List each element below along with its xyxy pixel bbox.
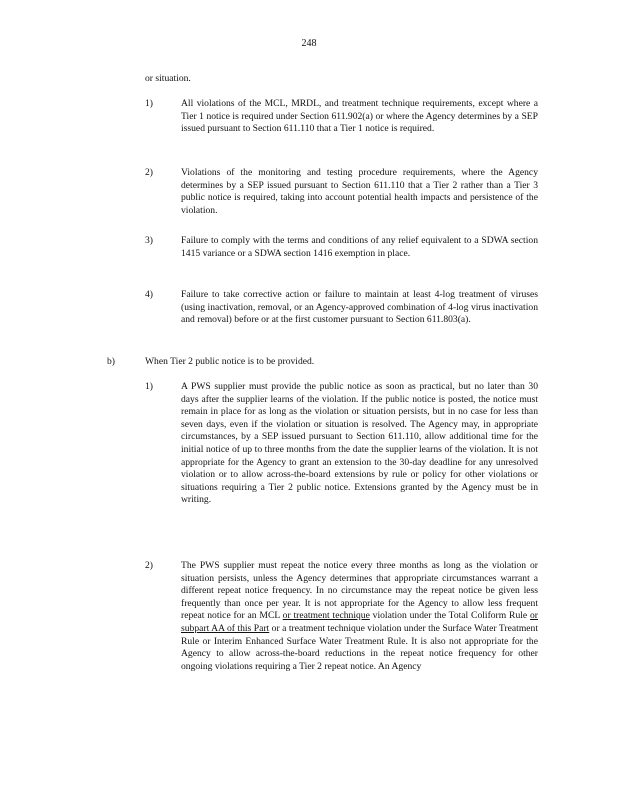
item-number: 2)	[145, 167, 153, 178]
item-text: All violations of the MCL, MRDL, and treatment technique requirements, except where a Tier 1 notice is required under Section 611.902(a) or where the Agency determines by a SEP issued pursuant to Section 611.110 that a Tier 1 notice is required.	[181, 98, 538, 135]
subsection-letter: b)	[107, 356, 115, 367]
item-text: Violations of the monitoring and testing procedure requirements, where the Agency determines by a SEP issued pursuant to Section 611.110 that a Tier 2 rather than a Tier 3 public notice is required, taking into account potential health impacts and persistence of the violation.	[181, 167, 538, 216]
text-segment: or a treatment technique violation under the Surface Water Treatment Rule or Interim Enhanced Surface Water Treatment Rule. It is also not appropriate for the Agency to allow across-the-board reductions in the repeat notice frequency for other ongoing violations requiring a Tier 2 repeat notice. An Agency	[181, 622, 538, 672]
text-segment: The PWS supplier must repeat the notice every three months as long as the violation or situation persists, unless the Agency determines that appropriate circumstances warrant a different repeat notice frequency. In no circumstance may the repeat notice be given less frequently than once per year. It is not appropriate for the Agency to allow less frequent repeat notice for an MCL	[181, 560, 538, 622]
item-text: Failure to comply with the terms and conditions of any relief equivalent to a SDWA section 1415 variance or a SDWA section 1416 exemption in place.	[181, 235, 538, 259]
item-number: 3)	[145, 235, 153, 246]
item-text: A PWS supplier must provide the public notice as soon as practical, but no later than 30 days after the supplier learns of the violation. If the public notice is posted, the notice must remain in place for as long as the violation or situation persists, but in no case for less than seven days, even if the violation or situation is resolved. The Agency may, in appropriate circumstances, by a SEP issued pursuant to Section 611.110, allow additional time for the initial notice of up to three months from the date the supplier learns of the violation. It is not appropriate for the Agency to grant an extension to the 30-day deadline for any unresolved violation or to allow across-the-board extensions by rule or policy for other violations or situations requiring a Tier 2 public notice. Extensions granted by the Agency must be in writing.	[181, 381, 538, 506]
item-text: Failure to take corrective action or failure to maintain at least 4-log treatment of viruses (using inactivation, removal, or an Agency-approved combination of 4-log virus inactivation and removal) before or at the first customer pursuant to Section 611.803(a).	[181, 289, 538, 326]
subsection-heading: When Tier 2 public notice is to be provided.	[145, 356, 315, 367]
item-number: 1)	[145, 381, 153, 392]
lead-text: or situation.	[145, 73, 191, 84]
item-number: 1)	[145, 98, 153, 109]
item-number: 2)	[145, 560, 153, 571]
page-number: 248	[301, 38, 317, 49]
item-text	[181, 560, 538, 673]
underlined-insertion: or treatment technique	[282, 610, 370, 622]
underlined-insertion: or subpart AA of this Part	[181, 610, 538, 634]
item-number: 4)	[145, 289, 153, 300]
text-segment: violation under the Total Coliform Rule	[369, 610, 530, 622]
